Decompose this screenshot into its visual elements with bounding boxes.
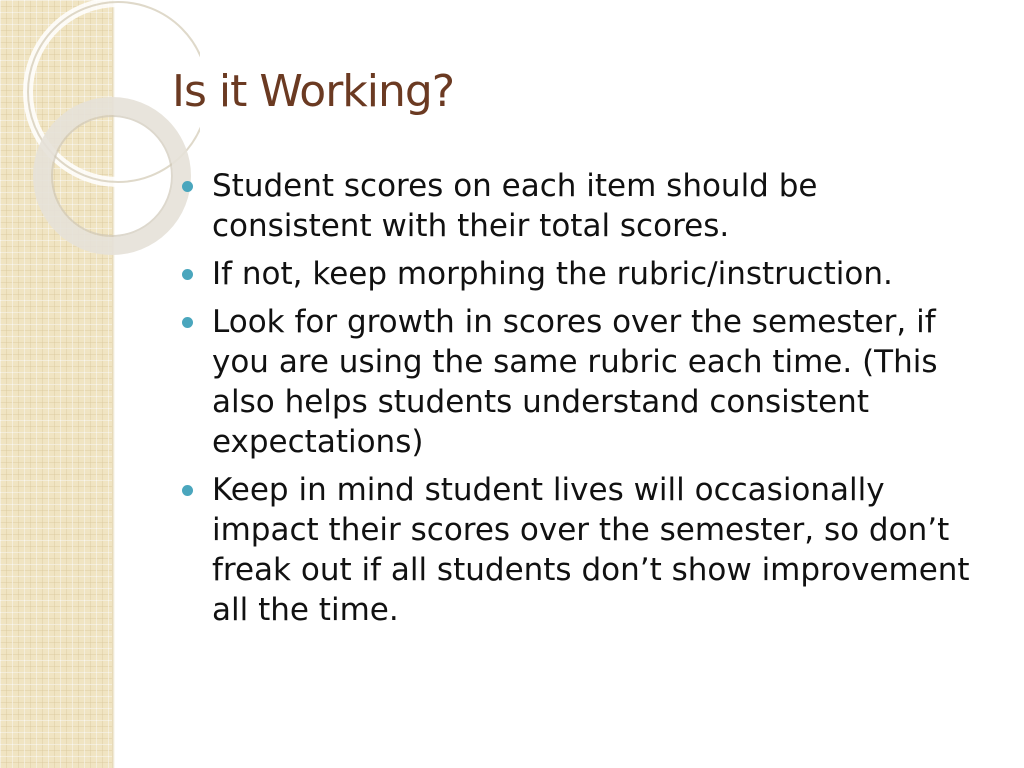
- bullet-dot-icon: [182, 317, 193, 328]
- bullet-item: [180, 254, 980, 294]
- bullet-text: If not, keep morphing the rubric/instruction.: [212, 256, 893, 292]
- bullet-dot-icon: [182, 181, 193, 192]
- decorative-rings: [0, 0, 200, 260]
- bullet-item: [180, 470, 980, 630]
- bullet-item: [180, 302, 980, 462]
- bullet-dot-icon: [182, 269, 193, 280]
- bullet-dot-icon: [182, 485, 193, 496]
- bullet-text: Look for growth in scores over the semester, if you are using the same rubric each time. (This also helps students understand consistent expectations): [212, 304, 938, 460]
- bullet-text: Student scores on each item should be consistent with their total scores.: [212, 168, 818, 244]
- bullet-list: [180, 166, 980, 638]
- bullet-item: [180, 166, 980, 246]
- bullet-text: Keep in mind student lives will occasionally impact their scores over the semester, so don’t freak out if all students don’t show improvement all the time.: [212, 472, 970, 628]
- slide-title: Is it Working?: [172, 66, 455, 117]
